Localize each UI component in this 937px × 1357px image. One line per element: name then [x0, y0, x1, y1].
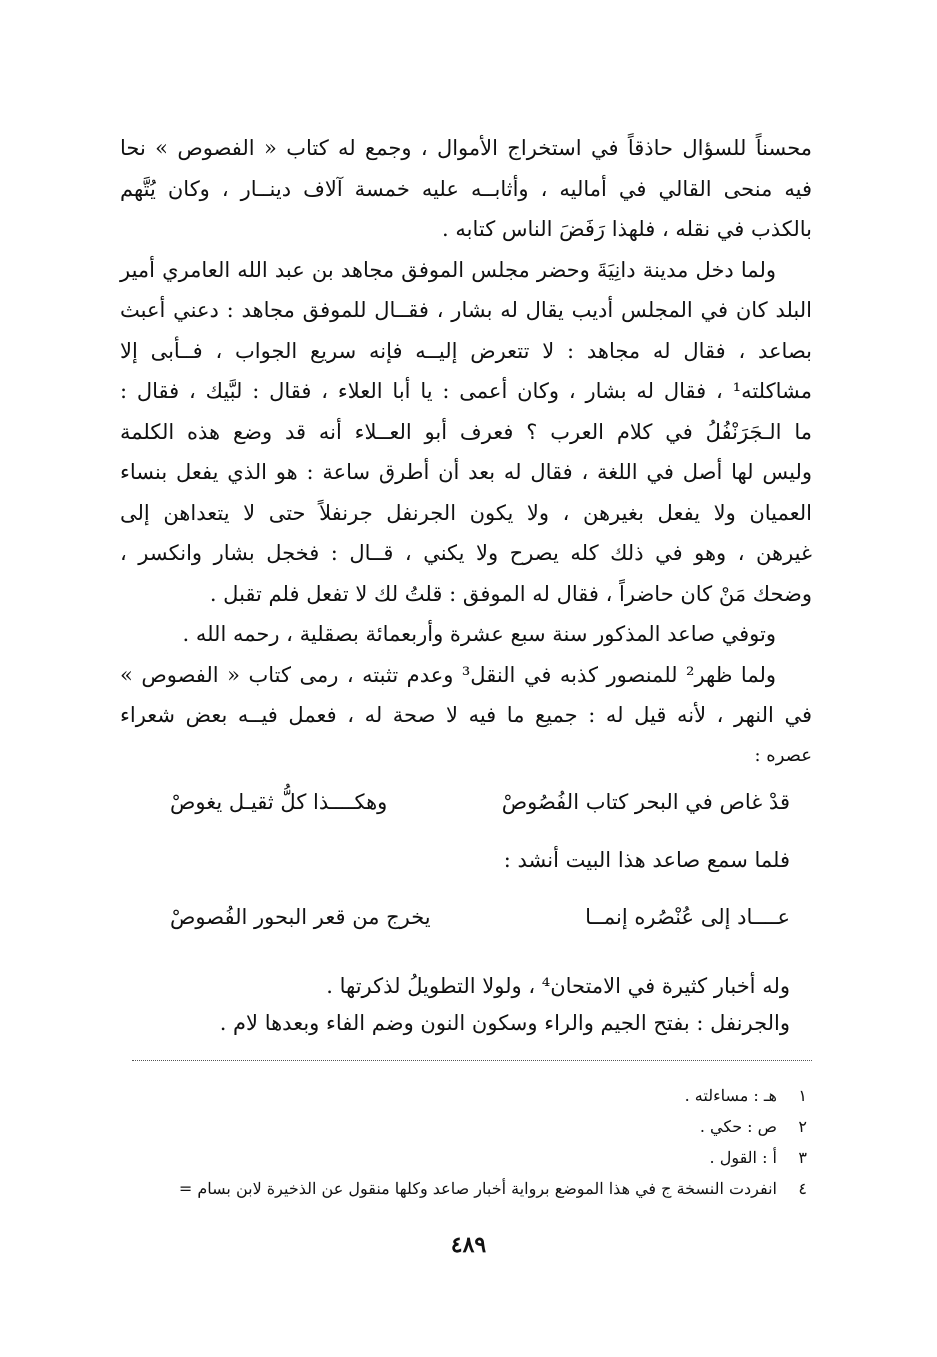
- text-line: وضحك مَنْ كان حاضراً ، فقال له الموفق : قلتُ لك لا تفعل فلم تقبل .: [209, 581, 812, 606]
- text-line: البلد كان في المجلس أديب يقال له بشار ، فقــال للموفق مجاهد : دعني أعبث: [120, 298, 812, 322]
- verse-hemistich-right: قدْ غاص في البحر كتاب الفُصُوصْ: [501, 790, 790, 814]
- text-line: بالكذب في نقله ، فلهذا رَفَضَ الناس كتابه .: [442, 217, 812, 241]
- verse-hemistich-left: وهكــــذا كلُّ ثقيـل يغوصْ: [170, 790, 388, 814]
- footnote-text: انفردت النسخة ج في هذا الموضع برواية أخبار صاعد وكلها منقول عن الذخيرة لابن بسام =: [178, 1179, 777, 1198]
- text-line: وتوفي صاعد المذكور سنة سبع عشرة وأربعمائة بصقلية ، رحمه الله .: [182, 622, 776, 646]
- page-number: ٤٨٩: [450, 1232, 487, 1258]
- text-line: وليس لها أصل في اللغة ، فقال له بعد أن أطرق ساعة : هو الذي يفعل بنساء: [120, 460, 812, 484]
- poem-verse: [170, 790, 790, 814]
- text-line: مشاكلته¹ ، فقال له بشار ، وكان أعمى : يا أبا العلاء ، فقال : لبَّيك ، فقال :: [120, 379, 812, 403]
- poem-intro: فلما سمع صاعد هذا البيت أنشد :: [503, 848, 790, 872]
- text-line: وله أخبار كثيرة في الامتحان⁴ ، ولولا التطويلُ لذكرتها .: [326, 974, 790, 998]
- footnote-number: ٢: [798, 1117, 807, 1136]
- text-line: ما الـجَرَنْفُلُ في كلام العرب ؟ فعرف أبو العــلاء أنه قد وضع هذه الكلمة: [120, 419, 812, 444]
- text-line: غيرهن ، وهو في ذلك كله يصرح ولا يكني ، قــال : فخجل بشار وانكسر ،: [120, 541, 812, 565]
- footnote-text: ص : حكي .: [699, 1117, 777, 1136]
- footnote-text: هـ : مساءلته .: [684, 1086, 777, 1105]
- text-line: ولما ظهر² للمنصور كذبه في النقل³ وعدم تثبته ، رمى كتاب « الفصوص »: [120, 662, 776, 687]
- footnote-number: ١: [798, 1086, 807, 1105]
- text-line: ولما دخل مدينة دانِيَةَ وحضر مجلس الموفق مجاهد بن عبد الله العامري أمير: [120, 257, 776, 282]
- footnote: [117, 1173, 807, 1204]
- text-line: بصاعد ، فقال له مجاهد : لا تتعرض إليــه فإنه سريع الجواب ، فــأبى إلا: [120, 338, 812, 363]
- footnote: [117, 1080, 807, 1111]
- verse-hemistich-right: عــــاد إلى عُنْصُره إنمــا: [585, 905, 790, 929]
- footnotes: [117, 1080, 807, 1204]
- verse-hemistich-left: يخرج من قعر البحور الفُصوصْ: [170, 905, 431, 929]
- footnote-text: أ : القول .: [709, 1148, 777, 1167]
- text-line: العميان ولا يفعل بغيرهن ، ولا يكون الجرنفل جرنفلاً حتى لا يتعداهن إلى: [120, 500, 812, 525]
- text-line: فيه منحى القالي في أماليه ، وأثابــه عليه خمسة آلاف دينــار ، وكان يُتَّهم: [120, 176, 812, 201]
- text-line: والجرنفل : بفتح الجيم والراء وسكون النون وضم الفاء وبعدها لام .: [219, 1010, 790, 1035]
- poem-verse: [170, 905, 790, 929]
- footnote-number: ٤: [798, 1179, 807, 1198]
- footnote-separator: [132, 1060, 812, 1061]
- footnote: [117, 1111, 807, 1142]
- main-text: [120, 128, 812, 776]
- text-line: في النهر ، لأنه قيل له : جميع ما فيه لا صحة له ، فعمل فيــه بعض شعراء: [120, 703, 812, 727]
- poem: [170, 790, 790, 940]
- footnote-number: ٣: [798, 1148, 807, 1167]
- text-line: محسناً للسؤال حاذقاً في استخراج الأموال ، وجمع له كتاب « الفصوص » نحا: [120, 136, 812, 160]
- closing-text: [130, 966, 790, 1043]
- text-line: عصره :: [754, 744, 812, 766]
- footnote: [117, 1142, 807, 1173]
